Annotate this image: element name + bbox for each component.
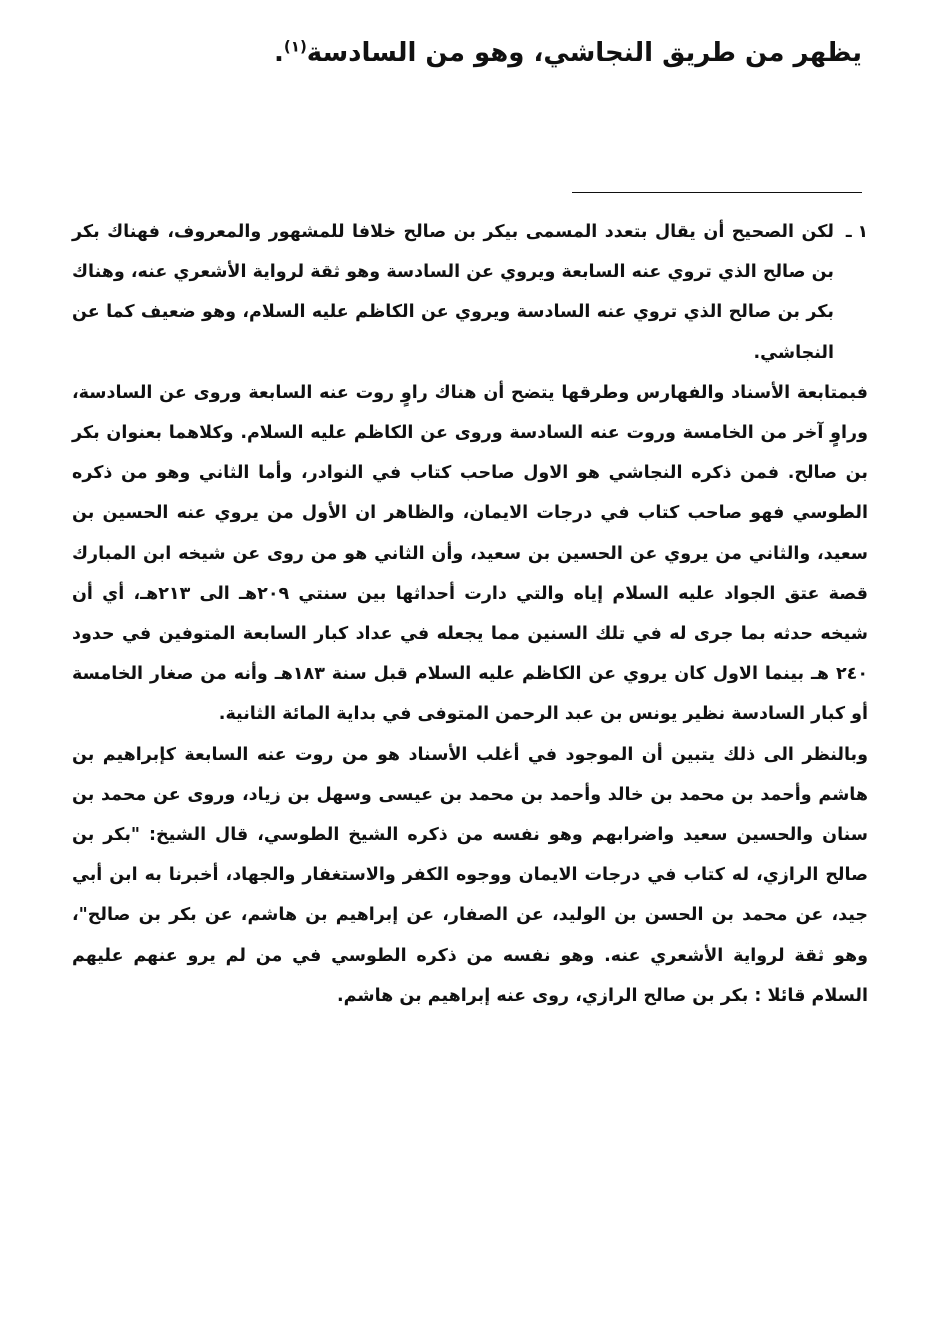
footnote-paragraph-1: لكن الصحيح أن يقال بتعدد المسمى بيكر بن صالح خلافا للمشهور والمعروف، فهناك بكر بن صالح الذي تروي عنه السابعة ويروي عن السادسة وهو ثقة لرواية الأشعري عنه، وهناك بكر بن صالح الذي تروي عنه السادسة ويروي عن الكاظم عليه السلام، وهو ضعيف كما عن النجاشي. bbox=[72, 222, 834, 363]
main-text-line bbox=[72, 30, 862, 76]
footnote-marker: ١ ـ bbox=[845, 222, 868, 242]
footnote-paragraph-2: فبمتابعة الأسناد والفهارس وطرقها يتضح أن هناك راوٍ روت عنه السابعة وروى عن السادسة، وراوٍ آخر من الخامسة وروت عنه السادسة وروى عن الكاظم عليه السلام. وكلاهما بعنوان بكر بن صالح. فمن ذكره النجاشي هو الاول صاحب كتاب في النوادر، وأما الثاني وهو من ذكره الطوسي فهو صاحب كتاب في درجات الايمان، والظاهر ان الأول من يروي عنه الحسين بن سعيد، والثاني من يروي عن الحسين بن سعيد، وأن الثاني هو من روى عن شيخه ابن المبارك قصة عتق الجواد عليه السلام إياه والتي دارت أحداثها بين سنتي ٢٠٩هـ الى ٢١٣هـ، أي أن شيخه حدثه بما جرى له في تلك السنين مما يجعله في عداد كبار السابعة المتوفين في حدود ٢٤٠ هـ بينما الاول كان يروي عن الكاظم عليه السلام قبل سنة ١٨٣هـ وأنه من صغار الخامسة أو كبار السادسة نظير يونس بن عبد الرحمن المتوفى في بداية المائة الثانية. bbox=[72, 382, 869, 725]
main-text-end: . bbox=[274, 38, 284, 68]
footnote bbox=[72, 212, 868, 1016]
main-text: يظهر من طريق النجاشي، وهو من السادسة bbox=[306, 38, 862, 68]
footnote-separator bbox=[572, 192, 862, 193]
footnote-paragraph-3: وبالنظر الى ذلك يتبين أن الموجود في أغلب الأسناد هو من روت عنه السابعة كإبراهيم بن هاشم وأحمد بن محمد بن خالد وأحمد بن محمد بن عيسى وسهل بن زياد، وروى عن محمد بن سنان والحسين سعيد واضرابهم وهو نفسه من ذكره الشيخ الطوسي، قال الشيخ: "بكر بن صالح الرازي، له كتاب في درجات الايمان ووجوه الكفر والاستغفار والجهاد، أخبرنا به ابن أبي جيد، عن محمد بن الحسن بن الوليد، عن الصفار، عن إبراهيم بن هاشم، عن بكر بن صالح"، وهو ثقة لرواية الأشعري عنه. وهو نفسه من ذكره الطوسي في من لم يرو عنهم عليهم السلام قائلا : بكر بن صالح الرازي، روى عنه إبراهيم بن هاشم. bbox=[72, 744, 868, 1006]
footnote-reference[interactable]: (١) bbox=[283, 37, 307, 56]
